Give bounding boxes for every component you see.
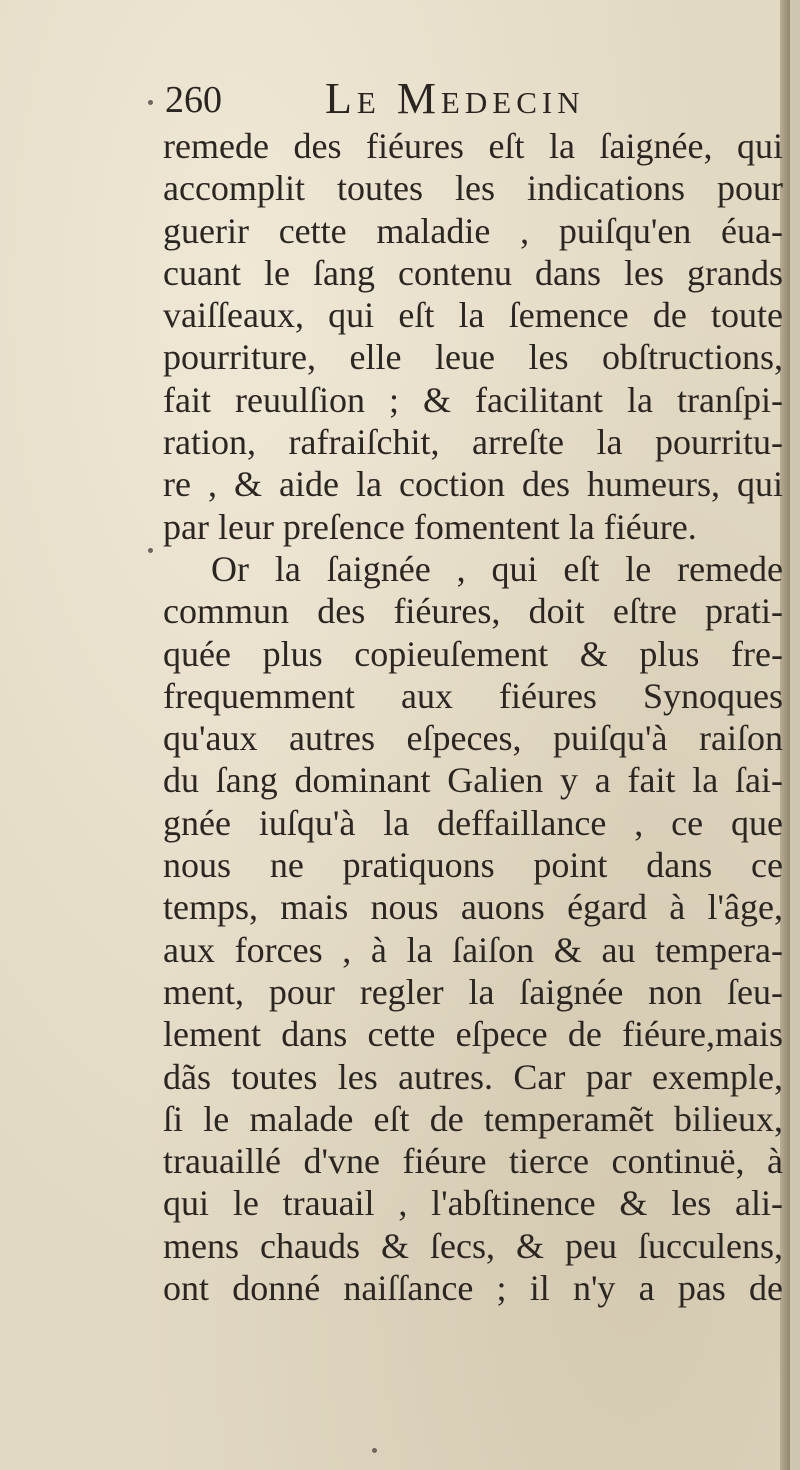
text-line: vaiſſeaux, qui eſt la ſemence de toute <box>163 295 783 336</box>
running-title: Le Medecin <box>325 74 585 123</box>
text-line: lement dans cette eſpece de fiéure,mais <box>163 1014 783 1055</box>
page-number: 260 <box>165 79 222 121</box>
text-line: re , & aide la coction des humeurs, qui <box>163 464 783 505</box>
text-line: pourriture, elle leue les obſtructions, <box>163 337 783 378</box>
text-line: trauaillé d'vne fiéure tierce continuë, à <box>163 1141 783 1182</box>
text-line: ont donné naiſſance ; il n'y a pas de <box>163 1268 783 1309</box>
paragraph-start-line: Or la ſaignée , qui eſt le remede <box>211 548 783 589</box>
text-line: gnée iuſqu'à la deffaillance , ce que <box>163 802 783 843</box>
ink-speck <box>372 1448 377 1453</box>
page-header <box>165 70 785 130</box>
text-line: du ſang dominant Galien y a fait la ſai- <box>163 760 783 801</box>
text-line: aux forces , à la ſaiſon & au tempera- <box>163 929 783 970</box>
text-line: accomplit toutes les indications pour <box>163 168 783 209</box>
text-line: ſi le malade eſt de temperamẽt bilieux, <box>163 1098 783 1139</box>
text-line: guerir cette maladie , puiſqu'en éua- <box>163 210 783 251</box>
text-line: par leur preſence fomentent la fiéure. <box>163 506 697 547</box>
text-line: dãs toutes les autres. Car par exemple, <box>163 1056 783 1097</box>
text-line: qui le trauail , l'abſtinence & les ali- <box>163 1183 783 1224</box>
text-line: cuant le ſang contenu dans les grands <box>163 252 783 293</box>
text-line: ration, rafraiſchit, arreſte la pourritu- <box>163 422 783 463</box>
text-line: nous ne pratiquons point dans ce <box>163 845 783 886</box>
text-line: fait reuulſion ; & facilitant la tranſpi- <box>163 379 783 420</box>
text-line: temps, mais nous auons égard à l'âge, <box>163 887 783 928</box>
text-line: frequemment aux fiéures Synoques <box>163 675 783 716</box>
text-line: qu'aux autres eſpeces, puiſqu'à raiſon <box>163 718 783 759</box>
text-line: mens chauds & ſecs, & peu ſucculens, <box>163 1225 783 1266</box>
text-line: quée plus copieuſement & plus fre- <box>163 633 783 674</box>
text-line: remede des fiéures eſt la ſaignée, qui <box>163 126 783 166</box>
ink-speck <box>148 548 153 553</box>
text-line: commun des fiéures, doit eſtre prati- <box>163 591 783 632</box>
text-line: ment, pour regler la ſaignée non ſeu- <box>163 971 783 1012</box>
body-text <box>163 125 783 1309</box>
ink-speck <box>148 100 153 105</box>
